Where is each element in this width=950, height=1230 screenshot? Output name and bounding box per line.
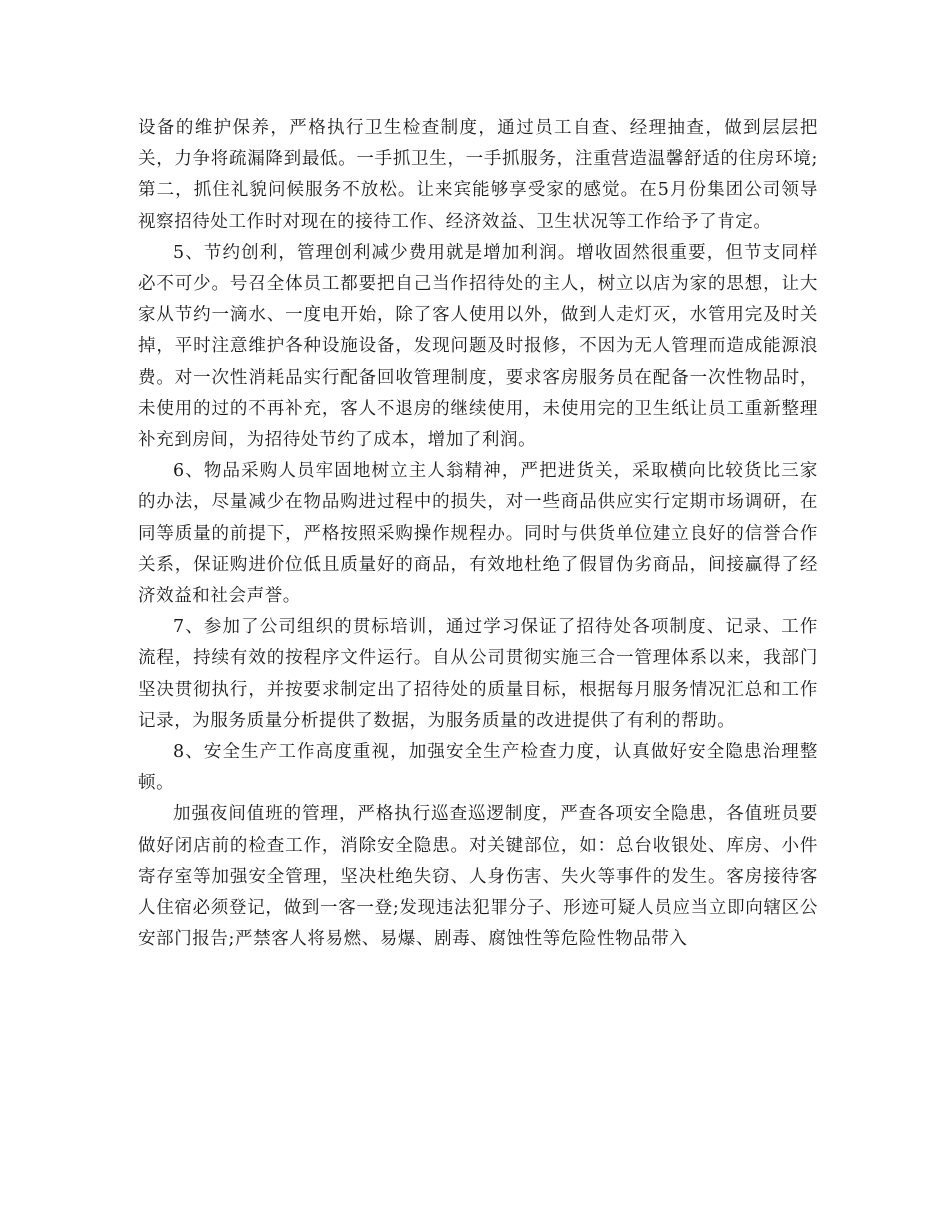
paragraph-item-7: 7、参加了公司组织的贯标培训，通过学习保证了招待处各项制度、记录、工作流程，持续有效的按程序文件运行。自从公司贯彻实施三合一管理体系以来，我部门坚决贯彻执行，并按要求制定出了招待处的质量目标，根据每月服务情况汇总和工作记录，为服务质量分析提供了数据，为服务质量的改进提供了有利的帮助。 <box>138 617 818 731</box>
paragraph-continuation: 设备的维护保养，严格执行卫生检查制度，通过员工自查、经理抽查，做到层层把关，力争将疏漏降到最低。一手抓卫生，一手抓服务，注重营造温馨舒适的住房环境;第二，抓住礼貌问候服务不放松。让来宾能够享受家的感觉。在5月份集团公司领导视察招待处工作时对现在的接待工作、经济效益、卫生状况等工作给予了肯定。 <box>138 118 818 232</box>
paragraph-item-8: 8、安全生产工作高度重视，加强安全生产检查力度，认真做好安全隐患治理整顿。 <box>138 742 818 794</box>
paragraph-night-duty: 加强夜间值班的管理，严格执行巡查巡逻制度，严查各项安全隐患，各值班员要做好闭店前的检查工作，消除安全隐患。对关键部位，如：总台收银处、库房、小件寄存室等加强安全管理，坚决杜绝失窃、人身伤害、失火等事件的发生。客房接待客人住宿必须登记，做到一客一登;发现违法犯罪分子、形迹可疑人员应当立即向辖区公安部门报告;严禁客人将易燃、易爆、剧毒、腐蚀性等危险性物品带入 <box>138 804 818 950</box>
paragraph-item-6: 6、物品采购人员牢固地树立主人翁精神，严把进货关，采取横向比较货比三家的办法，尽量减少在物品购进过程中的损失，对一些商品供应实行定期市场调研，在同等质量的前提下，严格按照采购操作规程办。同时与供货单位建立良好的信誉合作关系，保证购进价位低且质量好的商品，有效地杜绝了假冒伪劣商品，间接赢得了经济效益和社会声誉。 <box>138 461 818 607</box>
paragraph-item-5: 5、节约创利，管理创利减少费用就是增加利润。增收固然很重要，但节支同样必不可少。号召全体员工都要把自己当作招待处的主人，树立以店为家的思想，让大家从节约一滴水、一度电开始，除了客人使用以外，做到人走灯灭，水管用完及时关掉，平时注意维护各种设施设备，发现问题及时报修，不因为无人管理而造成能源浪费。对一次性消耗品实行配备回收管理制度，要求客房服务员在配备一次性物品时，未使用的过的不再补充，客人不退房的继续使用，未使用完的卫生纸让员工重新整理补充到房间，为招待处节约了成本，增加了利润。 <box>138 242 818 451</box>
document-page <box>138 113 818 955</box>
